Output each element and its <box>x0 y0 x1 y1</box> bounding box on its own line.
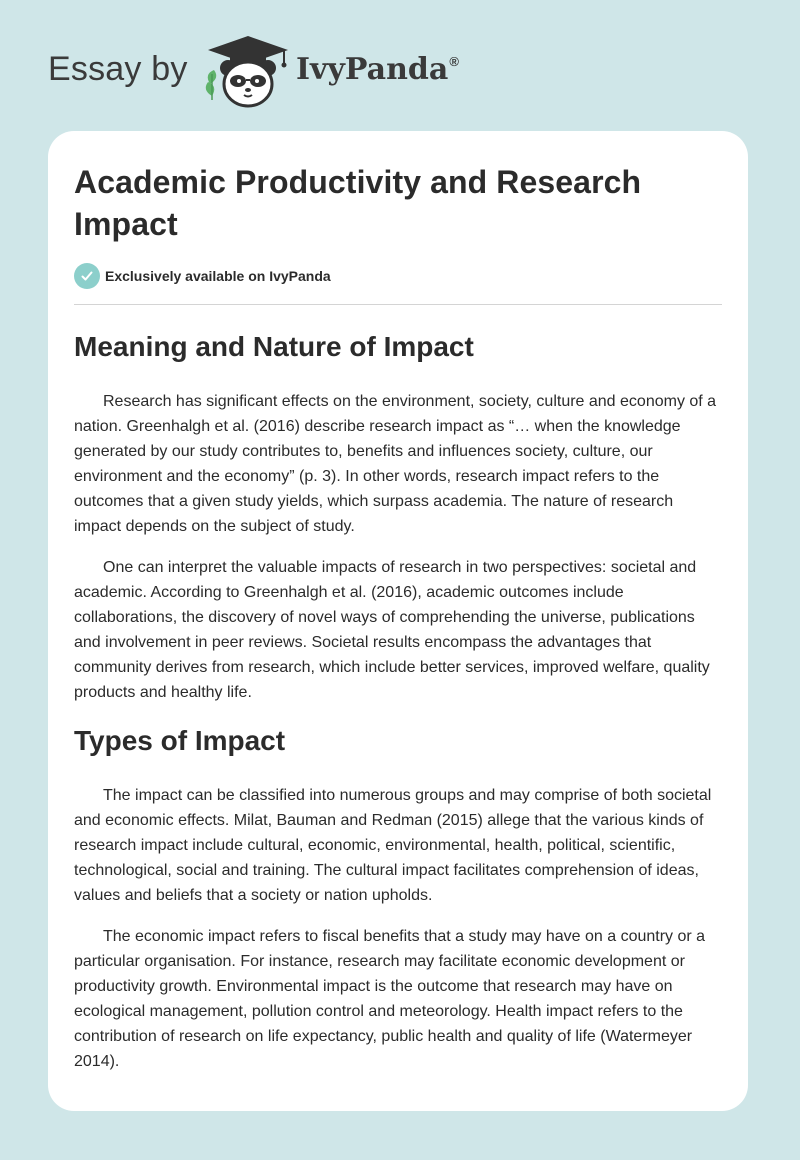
article-card <box>48 131 748 1111</box>
section-heading: Meaning and Nature of Impact <box>74 331 474 362</box>
divider <box>74 304 722 305</box>
section-heading: Types of Impact <box>74 725 286 756</box>
paragraph: The impact can be classified into numerous groups and may comprise of both societal and economic effects. Milat, Bauman and Redman (2015) allege that the various kinds of research impact include cultural, economic, environmental, health, political, scientific, technological, social and training. The cultural impact facilitates comprehension of ideas, values and beliefs that a society or nation upholds. <box>74 787 712 904</box>
registered-mark: ® <box>449 54 459 69</box>
site-header <box>0 0 800 130</box>
paragraph: One can interpret the valuable impacts of research in two perspectives: societal and academic. According to Greenhalgh et al. (2016), academic outcomes include collaborations, the discovery of novel ways of comprehending the universe, publications and involvement in peer reviews. Societal results encompass the advantages that community derives from research, which include better services, improved welfare, quality products and healthy life. <box>74 559 710 701</box>
brand-text: IvyPanda <box>296 52 449 87</box>
article-title: Academic Productivity and Research Impact <box>74 164 642 242</box>
section-types <box>74 723 722 1074</box>
exclusive-badge-text: Exclusively available on IvyPanda <box>105 268 331 284</box>
panda-logo-icon[interactable] <box>200 34 296 110</box>
check-circle-icon <box>74 263 100 289</box>
exclusive-badge <box>74 262 722 290</box>
section-meaning <box>74 329 722 705</box>
essay-by-label: Essay by <box>48 50 188 88</box>
paragraph: The economic impact refers to fiscal benefits that a study may have on a country or a particular organisation. For instance, research may facilitate economic development or productivity growth. Environmental impact is the outcome that research may have on ecological management, pollution control and meteorology. Health impact refers to the contribution of research on life expectancy, public health and quality of life (Watermeyer 2014). <box>74 928 706 1070</box>
brand-name[interactable] <box>296 52 459 87</box>
paragraph: Research has significant effects on the environment, society, culture and economy of a nation. Greenhalgh et al. (2016) describe research impact as “… when the knowledge generated by our study contributes to, benefits and influences society, culture, our environment and the economy” (p. 3). In other words, research impact refers to the outcomes that a given study yields, which surpass academia. The nature of research impact depends on the subject of study. <box>74 393 717 535</box>
